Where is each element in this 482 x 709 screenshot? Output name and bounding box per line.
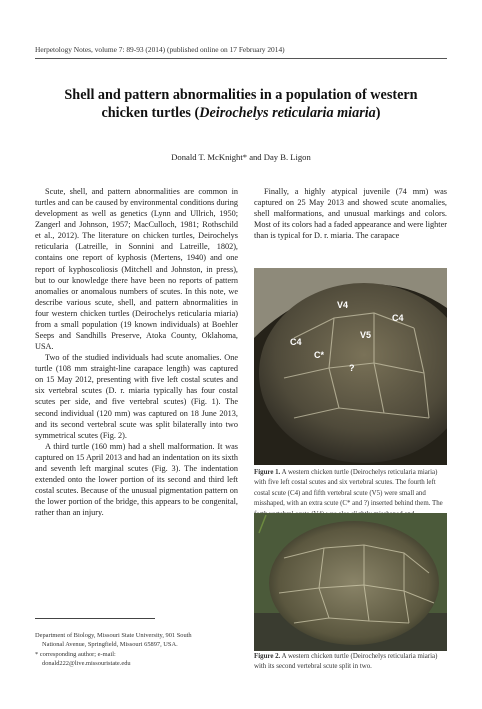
affiliation-line-2: National Avenue, Springfield, Missouri 65897, USA. [42,641,178,649]
footnote [35,631,240,668]
label-c4-right: C4 [392,313,404,323]
header-rule [35,58,447,59]
title-line-2-plain: chicken turtles ( [101,105,200,121]
corresponding-line-1: * corresponding author; e-mail: [35,650,116,658]
article-title [35,86,447,122]
title-line-2-end: ) [375,105,381,121]
figure-1-caption-text: A western chicken turtle (Deirochelys reticularia miaria) with five left costal scutes and six vertebral scutes. The fourth left costal scute (C4) and fifth vertebral scute (V5) were small and misshaped, with an extra scute (C* and ?) inserted behind them. The [254,469,443,508]
corresponding-email: donald222@live.missouristate.edu [42,659,131,667]
label-v4: V4 [337,300,349,310]
title-species: Deirochelys reticularia miaria [199,105,376,121]
label-c4-left: C4 [290,337,302,347]
label-v5: V5 [360,330,372,340]
paragraph-2: Two of the studied individuals had scute anomalies. One turtle (108 mm straight-line carapace length) was captured on 15 May 2012, presenting with five left costal scutes and six vertebral scutes (D. r. miaria typically has four costal scutes per side, and five vertebral scutes) (Fig. 1). The second individual (120 mm) was captured on 18 June 2013, and its second vertebral scute was split bilaterally into two symmetrical scutes (Fig. 2). [35,353,238,440]
title-line-1: Shell and pattern abnormalities in a population of western [64,87,418,103]
column-left [35,186,238,518]
figure-1-caption-label: Figure 1. [254,469,281,476]
authors: Donald T. McKnight* and Day B. Ligon [171,152,311,162]
journal-header: Herpetology Notes, volume 7: 89-93 (2014) (published online on 17 February 2014) [35,45,285,54]
figure-1-photo [254,268,447,465]
turtle-carapace-image [254,268,447,465]
figure-2-photo [254,513,447,651]
figure-2-caption-label: Figure 2. [254,653,281,660]
turtle-carapace-image-2 [254,513,447,651]
paragraph-3: A third turtle (160 mm) had a shell malformation. It was captured on 15 April 2013 and had an indentation on its sixth and seventh left marginal scutes (Fig. 3). The indentation extended onto the lower portion of its second and third left costal scutes. Because of the unusual pigmentation pattern on the lower portion of the bridge, this appears to be congenital, rather than an injury. [35,441,238,518]
affiliation-line-1: Department of Biology, Missouri State University, 901 South [35,632,192,639]
paragraph-4: Finally, a highly atypical juvenile (74 mm) was captured on 25 May 2013 and showed scute anomalies, shell malformations, and unusual markings and colors. Most of its colors had a faded appearance and were lighter than is typical for D. r. miaria. The carapace [254,187,447,241]
column-right [254,186,447,241]
figure-2-caption-text: A western chicken turtle (Deirochelys reticularia miaria) with its second vertebral scute split in two. [254,653,438,671]
footnote-rule [35,618,155,619]
figure-2-caption [254,652,447,673]
label-question: ? [349,363,355,373]
paragraph-1: Scute, shell, and pattern abnormalities are common in turtles and can be caused by environmental conditions during development as well as genetics (Lynn and Ullrich, 1950; Zangerl and Johnson, 1957; MacCulloch, 1981; Rothschild et al., 2012). The literature on chicken turtles, Deirochelys reticularia (Latreille, in Sonnini and Latreille, 1802), contains one report of kyphosis (Mertens, 1940) and one report of kyphoscoliosis (Mitchell and Johnston, in press), but to our knowledge there have been no reports of pattern anomalies or anomalous numbers of scutes. In this note, we describe various scute, shell, and pattern abnormalities in four western chicken turtles (Deirochelys reticularia miaria) from a small population (19 known individuals) at Boehler Seeps and Sandhills Preserve, Atoka County, Oklahoma, USA. [35,187,238,352]
label-c-star: C* [314,350,325,360]
